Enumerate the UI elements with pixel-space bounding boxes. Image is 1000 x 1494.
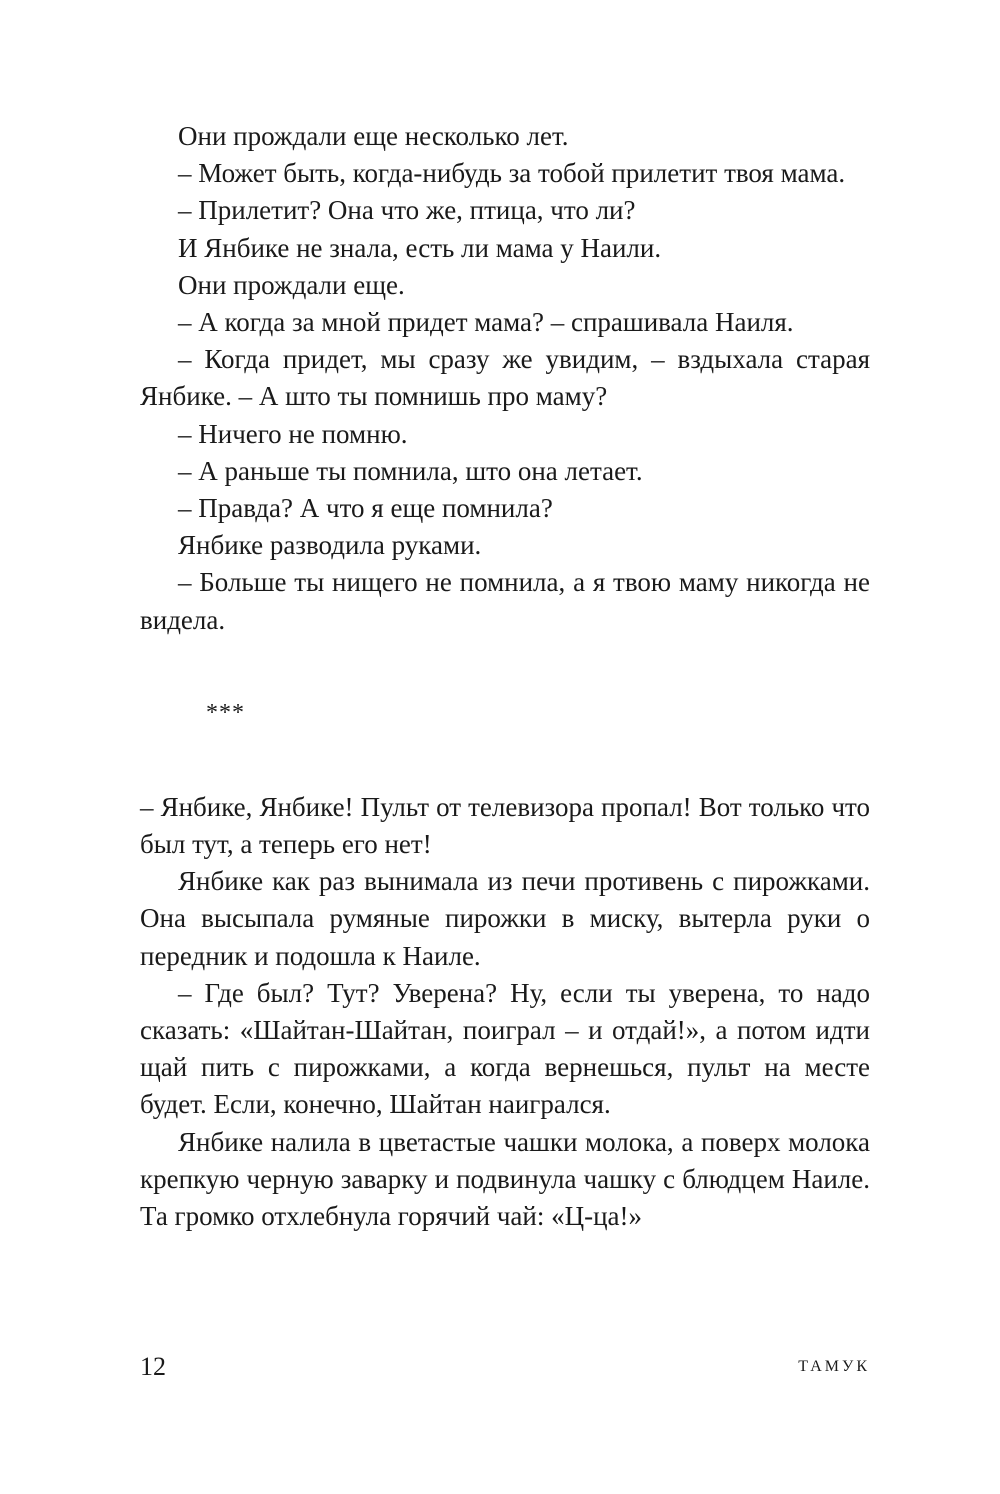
running-title: ТАМУК (798, 1358, 870, 1375)
paragraph: Они прождали еще несколько лет. (178, 121, 569, 151)
paragraph: Янбике разводила руками. (178, 530, 482, 561)
paragraph: Янбике как раз вынимала из печи противень с пирожками. Она высыпала румяные пирожки в миску, вытерла руки о передник и подошла к Наиле. (140, 866, 870, 971)
page-footer (140, 1352, 870, 1392)
paragraph: – Правда? А что я еще помнила? (178, 493, 553, 524)
page-number: 12 (140, 1352, 166, 1381)
page-body (140, 118, 870, 1235)
paragraph: – А когда за мной придет мама? – спрашивала Наиля. (178, 307, 794, 338)
paragraph: – А раньше ты помнила, што она летает. (178, 455, 643, 486)
separator-asterisks: *** (206, 699, 245, 726)
paragraph: Янбике налила в цветастые чашки молока, а поверх молока крепкую черную заварку и подвинула чашку с блюдцем Наиле. Та громко отхлебнула горячий чай: «Ц-ца!» (140, 1126, 870, 1232)
paragraph: – Прилетит? Она что же, птица, что ли? (178, 195, 636, 226)
paragraph: И Янбике не знала, есть ли мама у Наили. (178, 232, 662, 263)
paragraph: – Может быть, когда-нибудь за тобой прилетит твоя мама. (178, 158, 846, 189)
paragraph: – Где был? Тут? Уверена? Ну, если ты уверена, то надо сказать: «Шайтан-Шайтан, поиграл – и отдай!», а потом идти щай пить с пирожками, а когда вернешься, пульт на месте будет. Если, конечно, Шайтан наигрался. (140, 977, 870, 1120)
paragraph: – Ничего не помню. (178, 418, 408, 449)
paragraph: Они прождали еще. (178, 269, 405, 300)
section-break (140, 639, 870, 789)
paragraph: – Больше ты нищего не помнила, а я твою маму никогда не видела. (140, 567, 870, 635)
paragraph: – Янбике, Янбике! Пульт от телевизора пропал! Вот только что был тут, а теперь его нет! (140, 791, 870, 860)
paragraph: – Когда придет, мы сразу же увидим, – вздыхала старая Янбике. – А што ты помнишь про маму? (140, 344, 870, 412)
